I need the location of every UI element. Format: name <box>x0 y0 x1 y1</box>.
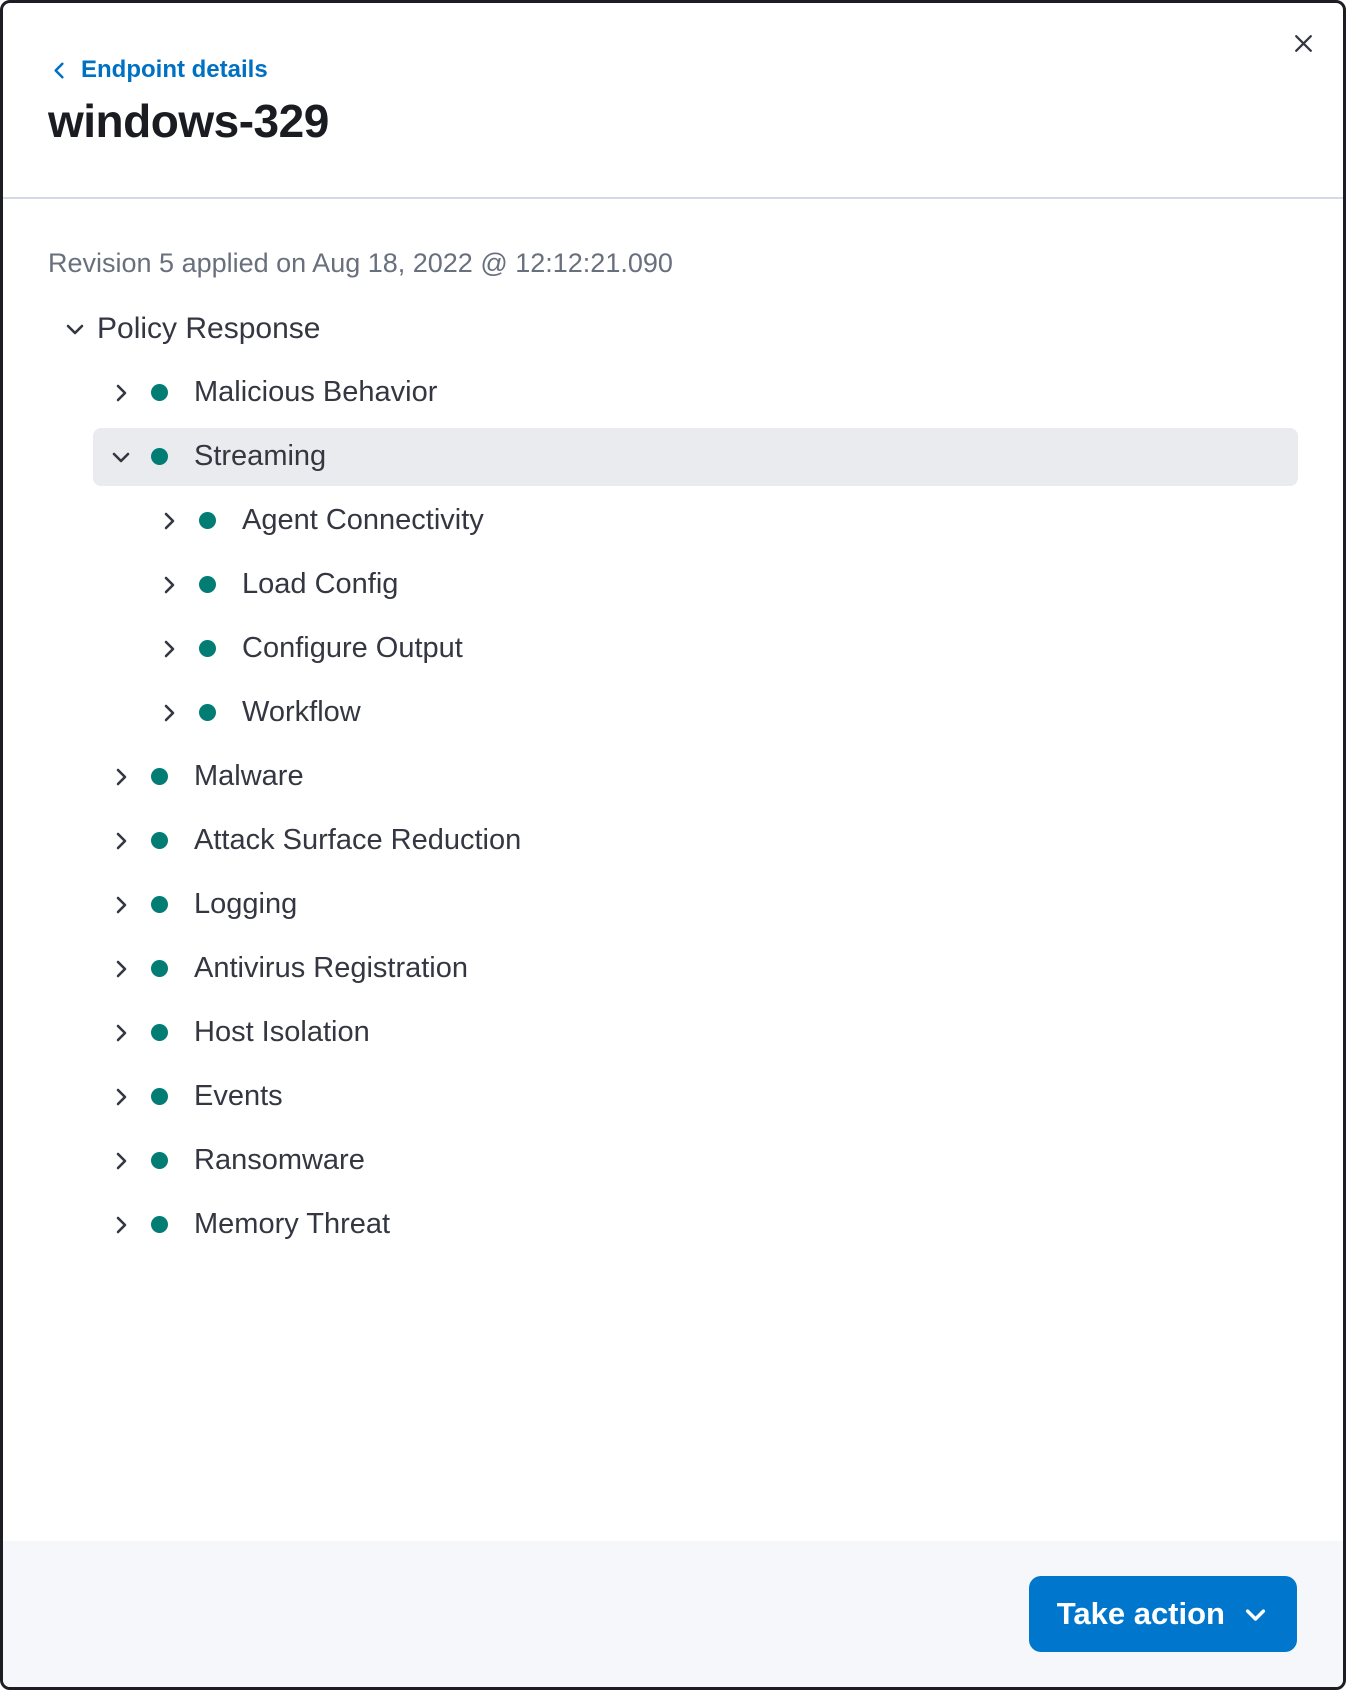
status-dot <box>151 1216 168 1233</box>
tree-item-label: Attack Surface Reduction <box>194 824 522 856</box>
chevron-down-icon[interactable] <box>107 443 135 471</box>
status-dot <box>151 896 168 913</box>
revision-text: Revision 5 applied on Aug 18, 2022 @ 12:12:21.090 <box>48 247 673 278</box>
chevron-right-icon[interactable] <box>107 891 135 919</box>
tree-item-label: Agent Connectivity <box>242 504 484 536</box>
status-dot <box>151 832 168 849</box>
tree-item-streaming[interactable] <box>93 428 1298 486</box>
chevron-right-icon[interactable] <box>107 827 135 855</box>
status-dot <box>151 768 168 785</box>
back-link-endpoint-details[interactable] <box>48 56 268 84</box>
chevron-right-icon[interactable] <box>107 763 135 791</box>
chevron-right-icon[interactable] <box>107 1019 135 1047</box>
status-dot <box>151 1152 168 1169</box>
tree-item-policy-response[interactable] <box>61 300 1298 358</box>
chevron-right-icon[interactable] <box>155 507 183 535</box>
chevron-right-icon[interactable] <box>155 635 183 663</box>
tree-item-label: Streaming <box>194 440 327 472</box>
take-action-button[interactable] <box>1029 1576 1297 1652</box>
status-dot <box>151 960 168 977</box>
policy-response-tree <box>61 300 1298 1254</box>
chevron-right-icon[interactable] <box>155 699 183 727</box>
status-dot <box>151 384 168 401</box>
tree-item-configure-output[interactable] <box>93 620 1298 678</box>
status-dot <box>199 640 216 657</box>
tree-item-ransomware[interactable] <box>93 1132 1298 1190</box>
status-dot <box>199 576 216 593</box>
tree-item-agent-connectivity[interactable] <box>93 492 1298 550</box>
tree-item-host-isolation[interactable] <box>93 1004 1298 1062</box>
take-action-label: Take action <box>1056 1596 1225 1631</box>
tree-item-label: Configure Output <box>242 632 463 664</box>
tree-item-malicious-behavior[interactable] <box>93 364 1298 422</box>
tree-item-label: Load Config <box>242 568 399 600</box>
tree-item-label: Antivirus Registration <box>194 952 468 984</box>
tree-item-events[interactable] <box>93 1068 1298 1126</box>
status-dot <box>151 1088 168 1105</box>
chevron-down-icon[interactable] <box>61 315 89 343</box>
page-title: windows-329 <box>48 94 329 147</box>
close-button[interactable] <box>1279 19 1327 67</box>
tree-item-workflow[interactable] <box>93 684 1298 742</box>
flyout-header <box>3 3 1343 197</box>
tree-item-attack-surface-reduction[interactable] <box>93 812 1298 870</box>
chevron-right-icon[interactable] <box>107 379 135 407</box>
chevron-right-icon[interactable] <box>107 1211 135 1239</box>
tree-item-label: Events <box>194 1080 283 1112</box>
chevron-down-icon <box>1242 1601 1269 1628</box>
close-icon <box>1290 30 1317 57</box>
tree-item-label: Malicious Behavior <box>194 376 438 408</box>
tree-item-label: Ransomware <box>194 1144 365 1176</box>
tree-item-logging[interactable] <box>93 876 1298 934</box>
back-link-label: Endpoint details <box>81 56 268 83</box>
tree-item-load-config[interactable] <box>93 556 1298 614</box>
tree-item-label: Policy Response <box>97 311 321 345</box>
tree-item-label: Host Isolation <box>194 1016 370 1048</box>
flyout-footer <box>3 1541 1343 1687</box>
tree-item-label: Memory Threat <box>194 1208 391 1240</box>
tree-item-malware[interactable] <box>93 748 1298 806</box>
tree-item-memory-threat[interactable] <box>93 1196 1298 1254</box>
status-dot <box>151 448 168 465</box>
chevron-right-icon[interactable] <box>107 1147 135 1175</box>
tree-item-label: Workflow <box>242 696 361 728</box>
chevron-right-icon[interactable] <box>155 571 183 599</box>
tree-item-antivirus-registration[interactable] <box>93 940 1298 998</box>
tree-item-label: Malware <box>194 760 304 792</box>
tree-item-label: Logging <box>194 888 298 920</box>
status-dot <box>199 512 216 529</box>
status-dot <box>151 1024 168 1041</box>
status-dot <box>199 704 216 721</box>
chevron-left-icon <box>48 59 71 82</box>
chevron-right-icon[interactable] <box>107 955 135 983</box>
flyout-body <box>3 199 1343 1542</box>
chevron-right-icon[interactable] <box>107 1083 135 1111</box>
